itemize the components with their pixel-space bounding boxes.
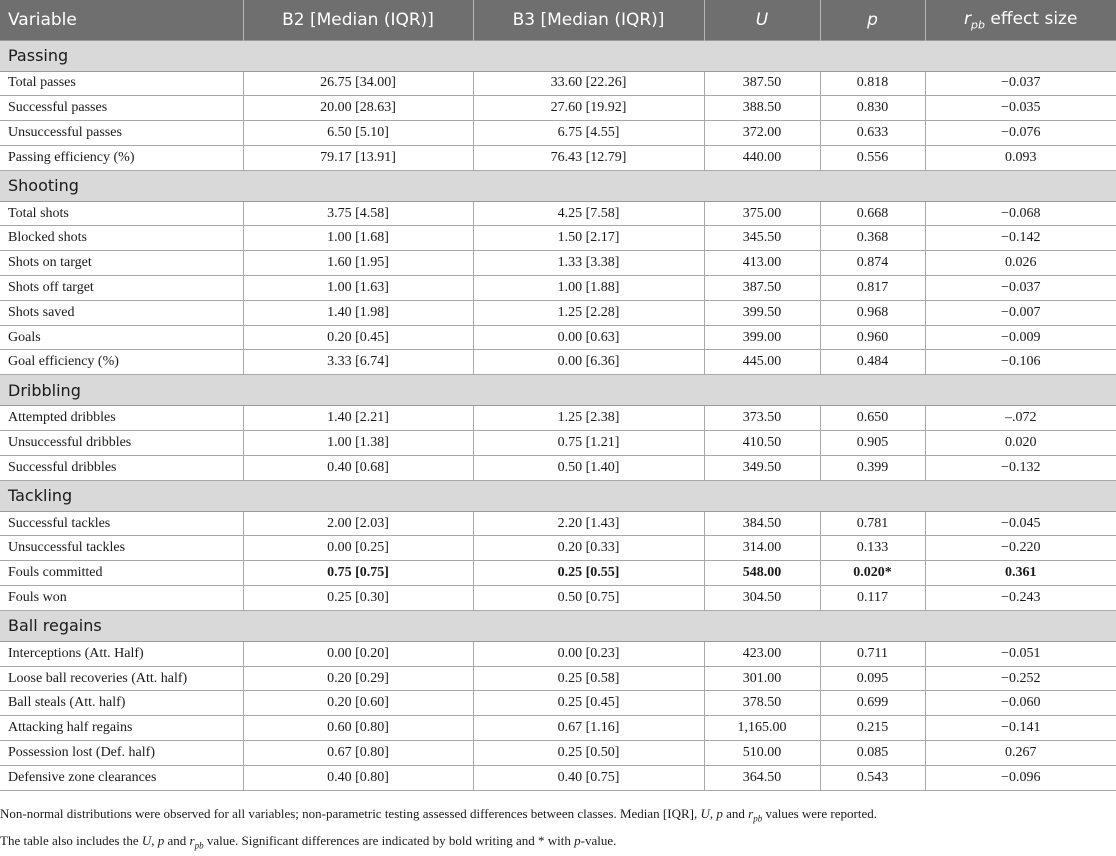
cell-b2-median: 0.40 [0.80] (243, 765, 473, 790)
cell-u: 399.50 (704, 300, 820, 325)
cell-b2-median: 2.00 [2.03] (243, 511, 473, 536)
cell-variable: Total passes (0, 71, 243, 96)
cell-u: 384.50 (704, 511, 820, 536)
section-title: Tackling (0, 480, 1116, 511)
footnote-line-1 (0, 803, 1116, 830)
section-title: Shooting (0, 170, 1116, 201)
table-row (0, 765, 1116, 790)
note2-text-b: , (151, 832, 158, 848)
cell-variable: Goals (0, 325, 243, 350)
cell-u: 388.50 (704, 96, 820, 121)
cell-b3-median: 1.50 [2.17] (473, 226, 704, 251)
table-row (0, 226, 1116, 251)
cell-effect-size: 0.020 (925, 431, 1116, 456)
note2-r-sub: pb (194, 840, 204, 851)
cell-b2-median: 1.00 [1.38] (243, 431, 473, 456)
cell-b3-median: 4.25 [7.58] (473, 201, 704, 226)
cell-p: 0.215 (820, 716, 925, 741)
note2-text-c: and (164, 832, 190, 848)
cell-b3-median: 27.60 [19.92] (473, 96, 704, 121)
cell-variable: Unsuccessful passes (0, 121, 243, 146)
cell-u: 345.50 (704, 226, 820, 251)
cell-b2-median: 0.20 [0.60] (243, 691, 473, 716)
cell-effect-size: 0.267 (925, 741, 1116, 766)
cell-p: 0.368 (820, 226, 925, 251)
section-row (0, 610, 1116, 641)
cell-u: 1,165.00 (704, 716, 820, 741)
cell-variable: Defensive zone clearances (0, 765, 243, 790)
cell-effect-size: −0.252 (925, 666, 1116, 691)
header-u-text: U (755, 9, 769, 30)
cell-u: 445.00 (704, 350, 820, 375)
table-row (0, 350, 1116, 375)
cell-b2-median: 0.60 [0.80] (243, 716, 473, 741)
cell-p: 0.095 (820, 666, 925, 691)
note1-u: U (700, 806, 710, 821)
cell-b2-median: 1.00 [1.68] (243, 226, 473, 251)
cell-b2-median: 20.00 [28.63] (243, 96, 473, 121)
cell-b2-median: 0.20 [0.45] (243, 325, 473, 350)
cell-u: 304.50 (704, 586, 820, 611)
cell-effect-size: −0.141 (925, 716, 1116, 741)
cell-p: 0.117 (820, 586, 925, 611)
cell-u: 410.50 (704, 431, 820, 456)
cell-variable: Blocked shots (0, 226, 243, 251)
cell-p: 0.699 (820, 691, 925, 716)
note2-text-e: -value. (580, 832, 617, 848)
cell-effect-size: −0.035 (925, 96, 1116, 121)
cell-b3-median: 0.40 [0.75] (473, 765, 704, 790)
cell-b3-median: 0.75 [1.21] (473, 431, 704, 456)
header-r-sub: pb (971, 17, 986, 31)
cell-b2-median: 0.40 [0.68] (243, 455, 473, 480)
table-row (0, 276, 1116, 301)
section-title: Ball regains (0, 610, 1116, 641)
cell-b2-median: 3.75 [4.58] (243, 201, 473, 226)
cell-u: 378.50 (704, 691, 820, 716)
cell-u: 548.00 (704, 561, 820, 586)
cell-b3-median: 0.25 [0.55] (473, 561, 704, 586)
section-row (0, 170, 1116, 201)
section-row (0, 375, 1116, 406)
table-row (0, 325, 1116, 350)
cell-b3-median: 1.00 [1.88] (473, 276, 704, 301)
cell-effect-size: −0.220 (925, 536, 1116, 561)
cell-effect-size: −0.007 (925, 300, 1116, 325)
cell-p: 0.960 (820, 325, 925, 350)
cell-effect-size: −0.243 (925, 586, 1116, 611)
header-r-text: r (964, 8, 972, 29)
cell-b3-median: 0.20 [0.33] (473, 536, 704, 561)
cell-p: 0.874 (820, 251, 925, 276)
table-row (0, 300, 1116, 325)
table-row (0, 641, 1116, 666)
table-row (0, 741, 1116, 766)
cell-b2-median: 1.40 [2.21] (243, 406, 473, 431)
table-row (0, 511, 1116, 536)
cell-b3-median: 76.43 [12.79] (473, 145, 704, 170)
header-p (820, 0, 925, 40)
cell-p: 0.711 (820, 641, 925, 666)
cell-u: 373.50 (704, 406, 820, 431)
cell-effect-size: −0.068 (925, 201, 1116, 226)
cell-b2-median: 1.00 [1.63] (243, 276, 473, 301)
table-body (0, 40, 1116, 790)
cell-effect-size: −0.096 (925, 765, 1116, 790)
header-b2: B2 [Median (IQR)] (243, 0, 473, 40)
cell-effect-size: −0.076 (925, 121, 1116, 146)
cell-b2-median: 0.25 [0.30] (243, 586, 473, 611)
cell-variable: Successful passes (0, 96, 243, 121)
cell-variable: Ball steals (Att. half) (0, 691, 243, 716)
table-row (0, 536, 1116, 561)
cell-b3-median: 0.25 [0.50] (473, 741, 704, 766)
cell-variable: Fouls committed (0, 561, 243, 586)
note2-r: r (189, 832, 195, 848)
cell-p: 0.830 (820, 96, 925, 121)
header-variable: Variable (0, 0, 243, 40)
note2-text-d: value. Significant differences are indicated by bold writing and * with (203, 832, 575, 848)
cell-variable: Shots off target (0, 276, 243, 301)
cell-p: 0.817 (820, 276, 925, 301)
note1-r-sub: pb (753, 813, 763, 824)
cell-p: 0.818 (820, 71, 925, 96)
cell-effect-size: –.072 (925, 406, 1116, 431)
table-row (0, 406, 1116, 431)
cell-p: 0.133 (820, 536, 925, 561)
cell-variable: Fouls won (0, 586, 243, 611)
section-row (0, 480, 1116, 511)
cell-b3-median: 1.33 [3.38] (473, 251, 704, 276)
cell-p: 0.556 (820, 145, 925, 170)
cell-b3-median: 1.25 [2.38] (473, 406, 704, 431)
cell-b3-median: 2.20 [1.43] (473, 511, 704, 536)
table-footnotes (0, 803, 1116, 856)
cell-b2-median: 26.75 [34.00] (243, 71, 473, 96)
cell-effect-size: −0.132 (925, 455, 1116, 480)
cell-u: 399.00 (704, 325, 820, 350)
cell-effect-size: −0.051 (925, 641, 1116, 666)
cell-variable: Shots on target (0, 251, 243, 276)
cell-effect-size: −0.106 (925, 350, 1116, 375)
cell-variable: Attempted dribbles (0, 406, 243, 431)
cell-b2-median: 0.75 [0.75] (243, 561, 473, 586)
table-row (0, 691, 1116, 716)
cell-u: 364.50 (704, 765, 820, 790)
table-row (0, 201, 1116, 226)
table-row (0, 96, 1116, 121)
cell-variable: Passing efficiency (%) (0, 145, 243, 170)
cell-b2-median: 0.67 [0.80] (243, 741, 473, 766)
header-p-text: p (867, 9, 878, 30)
table-row (0, 121, 1116, 146)
note1-text-b: , (709, 806, 717, 821)
cell-p: 0.085 (820, 741, 925, 766)
cell-b2-median: 6.50 [5.10] (243, 121, 473, 146)
note2-u: U (141, 832, 152, 848)
cell-effect-size: 0.361 (925, 561, 1116, 586)
header-b3: B3 [Median (IQR)] (473, 0, 704, 40)
note1-text-a: Non-normal distributions were observed for all variables; non-parametric testing assessed differences between classes. Median [IQR], (0, 806, 701, 821)
cell-variable: Loose ball recoveries (Att. half) (0, 666, 243, 691)
header-row (0, 0, 1116, 40)
cell-b2-median: 3.33 [6.74] (243, 350, 473, 375)
cell-p: 0.399 (820, 455, 925, 480)
cell-variable: Possession lost (Def. half) (0, 741, 243, 766)
cell-b3-median: 0.67 [1.16] (473, 716, 704, 741)
cell-u: 440.00 (704, 145, 820, 170)
header-effect-text: effect size (985, 8, 1078, 29)
cell-p: 0.650 (820, 406, 925, 431)
cell-effect-size: −0.060 (925, 691, 1116, 716)
cell-b2-median: 0.00 [0.25] (243, 536, 473, 561)
cell-u: 301.00 (704, 666, 820, 691)
cell-effect-size: −0.009 (925, 325, 1116, 350)
cell-b3-median: 0.25 [0.45] (473, 691, 704, 716)
cell-b3-median: 33.60 [22.26] (473, 71, 704, 96)
cell-b2-median: 0.00 [0.20] (243, 641, 473, 666)
cell-b3-median: 0.50 [1.40] (473, 455, 704, 480)
table-row (0, 455, 1116, 480)
cell-effect-size: 0.093 (925, 145, 1116, 170)
cell-p: 0.968 (820, 300, 925, 325)
table-row (0, 431, 1116, 456)
cell-b3-median: 0.00 [0.63] (473, 325, 704, 350)
cell-variable: Total shots (0, 201, 243, 226)
cell-u: 314.00 (704, 536, 820, 561)
table-row (0, 251, 1116, 276)
cell-variable: Shots saved (0, 300, 243, 325)
section-title: Passing (0, 40, 1116, 71)
cell-variable: Successful dribbles (0, 455, 243, 480)
note2-p: p (157, 832, 165, 848)
cell-b3-median: 0.00 [0.23] (473, 641, 704, 666)
cell-u: 372.00 (704, 121, 820, 146)
cell-b2-median: 1.60 [1.95] (243, 251, 473, 276)
cell-u: 510.00 (704, 741, 820, 766)
note1-text-c: and (722, 806, 749, 821)
cell-b3-median: 0.25 [0.58] (473, 666, 704, 691)
cell-variable: Attacking half regains (0, 716, 243, 741)
table-row (0, 145, 1116, 170)
cell-u: 413.00 (704, 251, 820, 276)
cell-p: 0.905 (820, 431, 925, 456)
cell-variable: Goal efficiency (%) (0, 350, 243, 375)
cell-effect-size: −0.142 (925, 226, 1116, 251)
section-title: Dribbling (0, 375, 1116, 406)
header-u (704, 0, 820, 40)
cell-variable: Successful tackles (0, 511, 243, 536)
section-row (0, 40, 1116, 71)
cell-u: 423.00 (704, 641, 820, 666)
note1-p: p (716, 806, 723, 821)
cell-p: 0.668 (820, 201, 925, 226)
cell-p: 0.633 (820, 121, 925, 146)
cell-b2-median: 0.20 [0.29] (243, 666, 473, 691)
cell-effect-size: −0.037 (925, 276, 1116, 301)
cell-p: 0.020* (820, 561, 925, 586)
cell-u: 387.50 (704, 276, 820, 301)
note2-p2: p (574, 832, 581, 848)
cell-p: 0.781 (820, 511, 925, 536)
table-row (0, 71, 1116, 96)
table-row (0, 586, 1116, 611)
cell-p: 0.543 (820, 765, 925, 790)
cell-effect-size: −0.037 (925, 71, 1116, 96)
cell-u: 375.00 (704, 201, 820, 226)
cell-b3-median: 0.50 [0.75] (473, 586, 704, 611)
table-row (0, 561, 1116, 586)
cell-b3-median: 6.75 [4.55] (473, 121, 704, 146)
cell-b3-median: 0.00 [6.36] (473, 350, 704, 375)
cell-b2-median: 1.40 [1.98] (243, 300, 473, 325)
cell-p: 0.484 (820, 350, 925, 375)
cell-variable: Unsuccessful dribbles (0, 431, 243, 456)
table-row (0, 716, 1116, 741)
note1-text-d: values were reported. (762, 806, 877, 821)
table-row (0, 666, 1116, 691)
cell-u: 387.50 (704, 71, 820, 96)
cell-u: 349.50 (704, 455, 820, 480)
note1-r: r (748, 806, 754, 821)
header-effect-size (925, 0, 1116, 40)
note2-text-a: The table also includes the (0, 832, 142, 848)
cell-variable: Interceptions (Att. Half) (0, 641, 243, 666)
cell-effect-size: 0.026 (925, 251, 1116, 276)
cell-b2-median: 79.17 [13.91] (243, 145, 473, 170)
cell-effect-size: −0.045 (925, 511, 1116, 536)
cell-variable: Unsuccessful tackles (0, 536, 243, 561)
cell-b3-median: 1.25 [2.28] (473, 300, 704, 325)
